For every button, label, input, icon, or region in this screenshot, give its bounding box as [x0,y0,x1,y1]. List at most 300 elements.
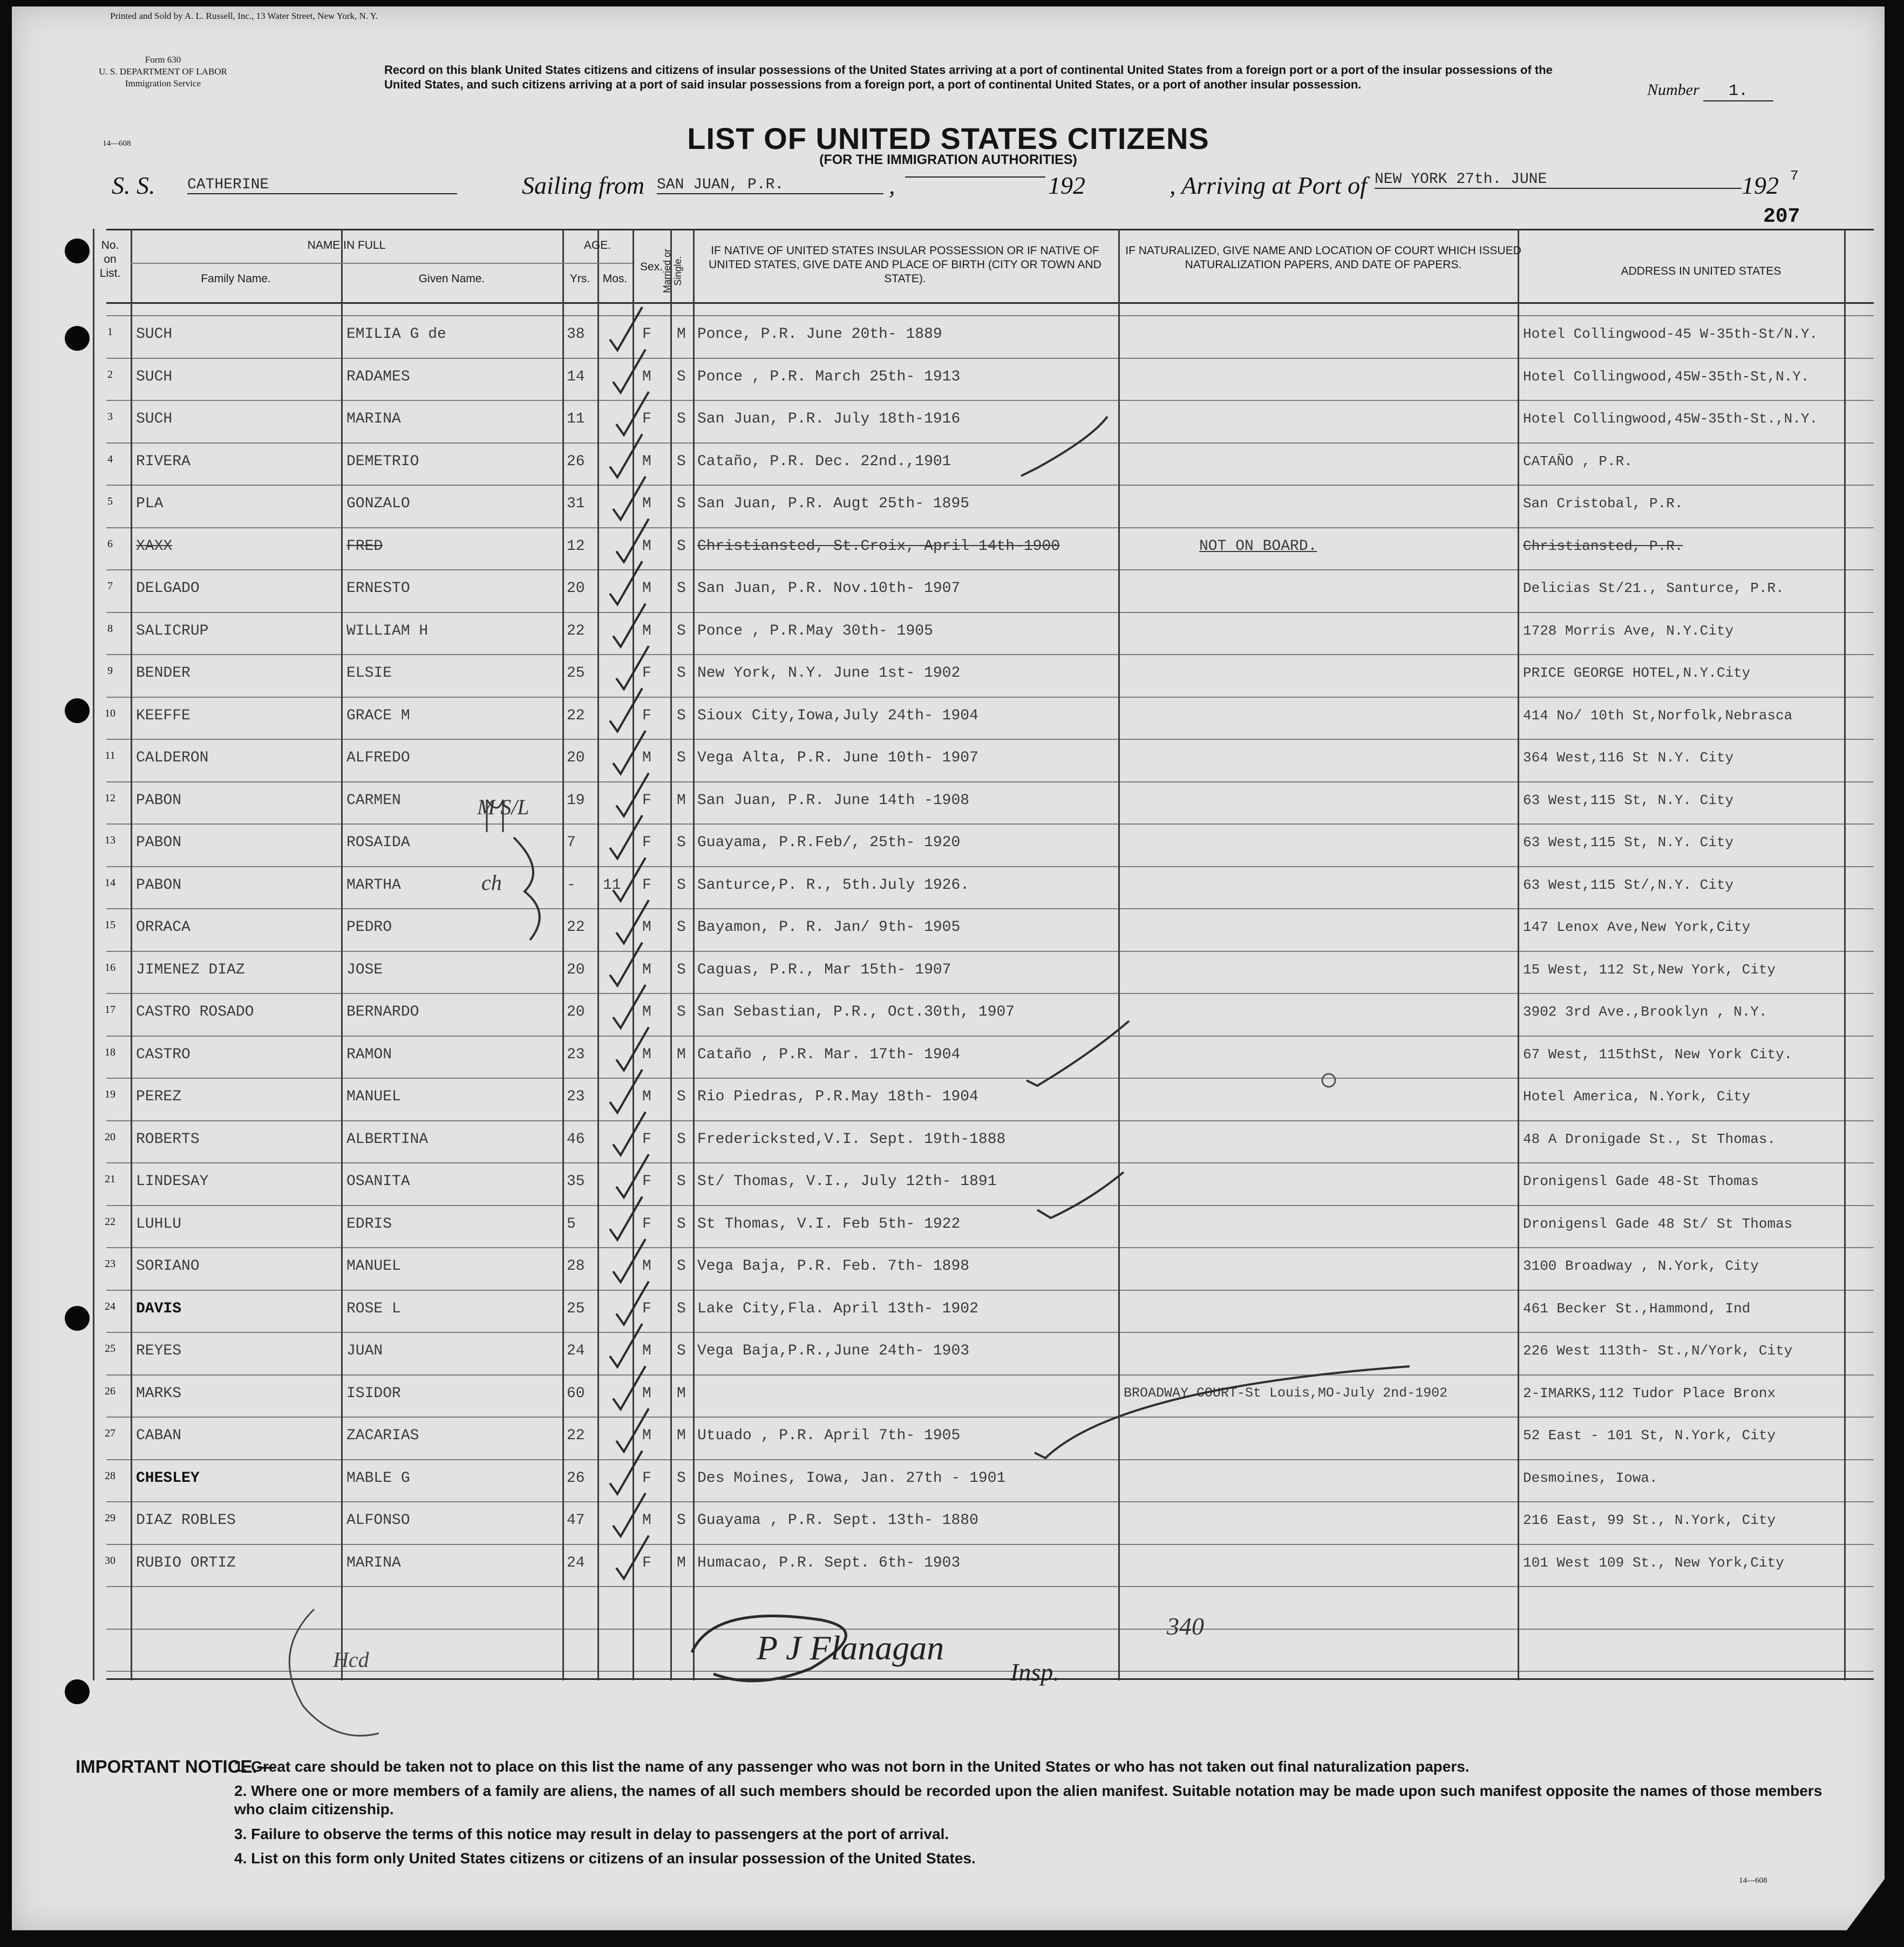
address-cell: Dronigensl Gade 48 St/ St Thomas [1523,1215,1793,1232]
marital-status-cell: M [677,1385,686,1402]
address-cell: 226 West 113th- St.,N/York, City [1523,1343,1793,1359]
sex-cell: F [642,1469,651,1487]
address-cell: 48 A Dronigade St., St Thomas. [1523,1131,1776,1147]
header-birth: IF NATIVE OF UNITED STATES INSULAR POSSESSION OR IF NATIVE OF UNITED STATES, GIVE DATE AND PLACE OF BIRTH (CITY OR TOWN AND STATE). [709,244,1101,285]
given-name-cell: JOSE [346,961,383,978]
row-number: 13 [105,834,115,846]
address-cell: 216 East, 99 St., N.York, City [1523,1512,1776,1528]
given-name-cell: BERNARDO [346,1004,419,1020]
circled-note [289,1609,379,1735]
sailing-label: Sailing from [522,172,645,199]
birth-place-cell: Vega Alta, P.R. June 10th- 1907 [697,750,978,766]
family-name-cell: DELGADO [136,580,200,597]
given-name-cell: MARTHA [346,876,401,894]
birth-place-cell: St Thomas, V.I. Feb 5th- 1922 [697,1215,961,1233]
naturalization-cell: BROADWAY COURT-St Louis,MO-July 2nd-1902 [1124,1385,1448,1401]
age-months-cell: 11 [603,876,621,894]
family-name-cell: PABON [136,792,182,809]
birth-place-cell: Utuado , P.R. April 7th- 1905 [697,1427,961,1444]
given-name-cell: RAMON [346,1046,392,1063]
age-years-cell: 60 [567,1385,585,1402]
age-years-cell: 24 [567,1343,585,1359]
age-years-cell: 46 [567,1131,585,1148]
sex-cell: M [642,1088,651,1105]
tally-check [616,900,649,943]
address-cell: Hotel America, N.York, City [1523,1088,1751,1105]
age-years-cell: 24 [567,1554,585,1571]
footer-form-code: 14—608 [1739,1876,1767,1885]
row-number: 7 [107,580,113,592]
sex-cell: M [642,368,651,385]
margin-bracket [514,838,540,940]
family-name-cell: PLA [136,495,164,512]
birth-place-cell: San Juan, P.R. June 14th -1908 [697,792,970,809]
given-name-cell: ROSE L [346,1300,401,1317]
arriving-port: NEW YORK 27th. JUNE [1375,171,1742,189]
sex-cell: F [642,792,651,809]
given-name-cell: MANUEL [346,1258,401,1275]
age-years-cell: 22 [567,919,585,936]
row-number: 6 [107,537,113,550]
manifest-sheet [12,6,1885,1930]
sex-cell: F [642,1131,651,1148]
sex-cell: F [642,876,651,894]
marital-status-cell: S [677,1258,686,1275]
family-name-cell: SUCH [136,326,173,343]
ss-label: S. S. [112,172,155,199]
header-no-on-list: No. on List. [99,239,121,280]
address-cell: 63 West,115 St, N.Y. City [1523,834,1734,850]
address-cell: 101 West 109 St., New York,City [1523,1554,1784,1571]
birth-place-cell: San Juan, P.R. Augt 25th- 1895 [697,495,970,512]
address-cell: Delicias St/21., Santurce, P.R. [1523,580,1784,596]
family-name-cell: RUBIO ORTIZ [136,1554,236,1571]
age-years-cell: 26 [567,453,585,470]
birth-place-cell: Sioux City,Iowa,July 24th- 1904 [697,707,978,724]
small-circle-mark [1322,1074,1335,1087]
sex-cell: M [642,1343,651,1359]
age-years-cell: 22 [567,622,585,639]
address-cell: 3100 Broadway , N.York, City [1523,1258,1759,1274]
family-name-cell: MARKS [136,1385,182,1402]
sex-cell: F [642,1300,651,1317]
service-name: Immigration Service [125,78,201,88]
marital-status-cell: S [677,1088,686,1105]
row-number: 25 [105,1343,115,1354]
row-number: 24 [105,1300,115,1312]
marital-status-cell: S [677,1512,686,1529]
row-number: 18 [105,1046,115,1058]
margin-note: M S/L [477,795,529,819]
comma: , [889,172,895,199]
header-name-in-full: NAME IN FULL [307,239,386,251]
age-years-cell: 22 [567,707,585,724]
address-cell: 461 Becker St.,Hammond, Ind [1523,1300,1751,1317]
row-number: 23 [105,1258,115,1270]
sex-cell: M [642,453,651,470]
given-name-cell: MARINA [346,411,401,427]
tally-check [613,350,645,393]
given-name-cell: ELSIE [346,665,392,682]
address-cell: 63 West,115 St/,N.Y. City [1523,876,1734,893]
row-number: 5 [107,495,113,507]
family-name-cell: SUCH [136,368,173,385]
address-cell: 1728 Morris Ave, N.Y.City [1523,622,1734,639]
age-years-cell: 22 [567,1427,585,1444]
checkmark-row-4 [1021,417,1107,476]
family-name-cell: SALICRUP [136,622,209,639]
tally-check [610,1197,642,1240]
tally-check [616,1282,649,1325]
family-name-cell: CASTRO [136,1046,191,1063]
address-cell: 147 Lenox Ave,New York,City [1523,919,1751,935]
tally-check [613,731,645,774]
tally-check [613,476,645,520]
age-years-cell: - [567,876,576,894]
birth-place-cell: New York, N.Y. June 1st- 1902 [697,665,961,682]
address-cell: Hotel Collingwood-45 W-35th-St/N.Y. [1523,326,1818,342]
given-name-cell: FRED [346,537,383,555]
age-years-cell: 19 [567,792,585,809]
age-years-cell: 11 [567,411,585,427]
birth-place-cell: Vega Baja, P.R. Feb. 7th- 1898 [697,1258,970,1275]
marital-status-cell: S [677,1131,686,1148]
tally-check [616,1027,649,1071]
marital-status-cell: S [677,750,686,766]
tally-check [610,815,642,859]
handwritten-number: 207 [1763,205,1800,228]
row-number: 11 [105,750,115,761]
marital-status-cell: S [677,1173,686,1190]
address-cell: CATAÑO , P.R. [1523,453,1633,469]
marital-status-cell: S [677,411,686,427]
list-number-value: 1. [1703,82,1773,101]
age-years-cell: 20 [567,750,585,766]
notice-item-3: 3. Failure to observe the terms of this notice may result in delay to passengers at the port of arrival. [234,1826,949,1842]
row-number: 17 [105,1004,115,1016]
family-name-cell: DAVIS [136,1300,182,1317]
sex-cell: F [642,1173,651,1190]
given-name-cell: GONZALO [346,495,410,512]
header-mos: Mos. [602,273,628,285]
given-name-cell: EDRIS [346,1215,392,1233]
age-years-cell: 35 [567,1173,585,1190]
checkmark-row-26 [1035,1366,1410,1458]
handwriting-overlay [12,6,1885,1930]
given-name-cell: MABLE G [346,1469,410,1487]
family-name-cell: CASTRO ROSADO [136,1004,254,1020]
address-cell: 364 West,116 St N.Y. City [1523,750,1734,766]
row-number: 14 [105,876,115,889]
given-name-cell: ISIDOR [346,1385,401,1402]
birth-place-cell: Caguas, P.R., Mar 15th- 1907 [697,961,951,978]
sex-cell: M [642,1385,651,1402]
birth-place-cell: Ponce , P.R. March 25th- 1913 [697,368,961,385]
birth-place-cell: Des Moines, Iowa, Jan. 27th - 1901 [697,1469,1006,1487]
address-cell: 52 East - 101 St, N.York, City [1523,1427,1776,1444]
given-name-cell: MANUEL [346,1088,401,1105]
ship-name: CATHERINE [187,176,457,194]
tally-check [616,1408,649,1452]
marital-status-cell: S [677,919,686,936]
row-number: 4 [107,453,113,465]
sailing-from-port: SAN JUAN, P.R. [657,176,883,194]
tally-check [616,392,649,435]
given-name-cell: OSANITA [346,1173,410,1190]
row-number: 20 [105,1131,115,1143]
marital-status-cell: S [677,961,686,978]
notice-title: IMPORTANT NOTICE.— [76,1757,275,1776]
address-cell: 3902 3rd Ave.,Brooklyn , N.Y. [1523,1004,1767,1020]
given-name-cell: EMILIA G de [346,326,446,343]
marital-status-cell: S [677,1300,686,1317]
row-number: 19 [105,1088,115,1100]
sex-cell: M [642,1258,651,1275]
checkmark-row-18 [1026,1021,1129,1086]
marital-status-cell: S [677,368,686,385]
sex-cell: M [642,580,651,597]
row-number: 1 [107,326,113,338]
row-number: 22 [105,1215,115,1228]
family-name-cell: CALDERON [136,750,209,766]
birth-place-cell: Cataño , P.R. Mar. 17th- 1904 [697,1046,961,1063]
sex-cell: F [642,1215,651,1233]
arriving-label: , Arriving at Port of [1169,172,1367,199]
birth-place-cell: Guayama , P.R. Sept. 13th- 1880 [697,1512,978,1529]
family-name-cell: JIMENEZ DIAZ [136,961,245,978]
family-name-cell: RIVERA [136,453,191,470]
given-name-cell: ROSAIDA [346,834,410,851]
notice-item-4: 4. List on this form only United States citizens or citizens of an insular possession of the United States. [234,1850,976,1867]
tally-check [613,1239,645,1282]
family-name-cell: LINDESAY [136,1173,209,1190]
family-name-cell: PABON [136,834,182,851]
tally-check [610,1324,642,1367]
sex-cell: M [642,495,651,512]
row-number: 16 [105,961,115,974]
birth-place-cell: Humacao, P.R. Sept. 6th- 1903 [697,1554,961,1571]
marital-status-cell: S [677,1215,686,1233]
family-name-cell: REYES [136,1343,182,1359]
circled-note-text: Hcd [333,1648,369,1672]
address-cell: 414 No/ 10th St,Norfolk,Nebrasca [1523,707,1793,724]
given-name-cell: ERNESTO [346,580,410,597]
address-cell: Hotel Collingwood,45W-35th-St,N.Y. [1523,368,1810,385]
birth-place-cell: Cataño, P.R. Dec. 22nd.,1901 [697,453,951,470]
age-years-cell: 25 [567,1300,585,1317]
given-name-cell: ALFONSO [346,1512,410,1529]
list-number-label: Number [1647,81,1699,99]
age-years-cell: 23 [567,1088,585,1105]
address-cell: Hotel Collingwood,45W-35th-St.,N.Y. [1523,411,1818,427]
row-number: 10 [105,707,115,719]
header-given-name: Given Name. [418,273,485,285]
row-number: 3 [107,411,113,423]
torn-corner [1847,1879,1885,1930]
address-cell: Dronigensl Gade 48-St Thomas [1523,1173,1759,1189]
family-name-cell: PEREZ [136,1088,182,1105]
sex-cell: M [642,961,651,978]
marital-status-cell: S [677,1004,686,1020]
address-cell: Christiansted, P.R. [1523,537,1683,554]
header-age: AGE. [583,239,611,251]
tally-check [613,604,645,647]
printer-line: Printed and Sold by A. L. Russell, Inc., 13 Water Street, New York, N. Y. [110,11,378,21]
birth-place-cell: Bayamon, P. R. Jan/ 9th- 1905 [697,919,961,936]
row-number: 12 [105,792,115,804]
header-yrs: Yrs. [569,273,590,285]
sex-cell: M [642,622,651,639]
header-sex: Sex. [640,261,663,273]
marital-status-cell: S [677,1469,686,1487]
marital-status-cell: S [677,876,686,894]
birth-place-cell: Ponce, P.R. June 20th- 1889 [697,326,942,343]
address-cell: Desmoines, Iowa. [1523,1469,1658,1486]
sailing-year: 192 [1048,172,1085,199]
sex-cell: M [642,1004,651,1020]
marital-status-cell: M [677,326,686,343]
tally-check [610,1451,642,1494]
form-number: Form 630 [145,55,181,65]
age-years-cell: 20 [567,580,585,597]
sex-cell: F [642,1554,651,1571]
tally-marks [610,307,649,1579]
age-years-cell: 20 [567,961,585,978]
family-name-cell: SUCH [136,411,173,427]
birth-place-cell: San Juan, P.R. July 18th-1916 [697,411,961,427]
birth-place-cell: Fredericksted,V.I. Sept. 19th-1888 [697,1131,1006,1148]
sex-cell: M [642,919,651,936]
family-name-cell: SORIANO [136,1258,200,1275]
birth-place-cell: Rio Piedras, P.R.May 18th- 1904 [697,1088,978,1105]
checkmark-row-21 [1037,1172,1124,1218]
birth-place-cell: San Juan, P.R. Nov.10th- 1907 [697,580,961,597]
family-name-cell: DIAZ ROBLES [136,1512,236,1529]
tally-check [610,307,642,350]
tally-check [616,646,649,689]
notice-item-1: 1. Great care should be taken not to place on this list the name of any passenger who was not born in the United States or who has not taken out final naturalization papers. [234,1758,1470,1775]
sex-cell: M [642,750,651,766]
sex-cell: M [642,1512,651,1529]
department-name: U. S. DEPARTMENT OF LABOR [99,66,227,77]
given-name-cell: WILLIAM H [346,622,429,639]
marital-status-cell: M [677,1046,686,1063]
tally-check [613,1112,645,1155]
sex-cell: M [642,1427,651,1444]
naturalization-cell: NOT ON BOARD. [1199,537,1317,555]
marital-status-cell: S [677,453,686,470]
header-naturalized: IF NATURALIZED, GIVE NAME AND LOCATION OF COURT WHICH ISSUED NATURALIZATION PAPERS, AND DATE OF PAPERS. [1125,244,1521,271]
margin-note-2: ch [481,870,502,895]
tally-check [616,519,649,562]
inspector-title: Insp. [1010,1658,1059,1686]
given-name-cell: CARMEN [346,792,401,809]
tally-check [610,943,642,986]
given-name-cell: JUAN [346,1343,383,1359]
sex-cell: M [642,537,651,555]
birth-place-cell: Ponce , P.R.May 30th- 1905 [697,622,933,639]
tally-check [613,985,645,1028]
inspector-signature: P J Flanagan [757,1629,944,1667]
record-instructions: Record on this blank United States citizens and citizens of insular possessions of the United States arriving at a port of continental United States from a foreign port or a port of the insular possessions of the United States, and such citizens arriving at a port of said insular possessions from a foreign port, a port of continental United States, or a port of another insular possession. [384,63,1553,91]
marital-status-cell: S [677,834,686,851]
tally-check [616,773,649,816]
age-years-cell: 7 [567,834,576,851]
page-title: LIST OF UNITED STATES CITIZENS [687,121,1209,155]
address-cell: 15 West, 112 St,New York, City [1523,961,1776,978]
family-name-cell: BENDER [136,665,191,682]
family-name-cell: XAXX [136,537,173,555]
tally-check [616,1536,649,1579]
tally-check [610,1070,642,1113]
marital-status-cell: S [677,1343,686,1359]
given-name-cell: DEMETRIO [346,453,419,470]
sex-cell: F [642,411,651,427]
birth-place-cell: Vega Baja,P.R.,June 24th- 1903 [697,1343,970,1359]
row-number: 15 [105,919,115,931]
birth-place-cell: San Sebastian, P.R., Oct.30th, 1907 [697,1004,1015,1020]
age-years-cell: 20 [567,1004,585,1020]
tally-check [613,1493,645,1536]
given-name-cell: PEDRO [346,919,392,936]
age-years-cell: 38 [567,326,585,343]
family-name-cell: ROBERTS [136,1131,200,1148]
header-family-name: Family Name. [201,273,271,285]
address-cell: 2-IMARKS,112 Tudor Place Bronx [1523,1385,1776,1401]
row-number: 8 [107,622,113,635]
age-years-cell: 5 [567,1215,576,1233]
age-years-cell: 31 [567,495,585,512]
birth-place-cell: St/ Thomas, V.I., July 12th- 1891 [697,1173,997,1190]
given-name-cell: ALBERTINA [346,1131,429,1148]
marital-status-cell: M [677,1554,686,1571]
given-name-cell: MARINA [346,1554,401,1571]
age-years-cell: 28 [567,1258,585,1275]
birth-place-cell: Santurce,P. R., 5th.July 1926. [697,876,970,894]
tally-check [610,689,642,732]
notice-item-2: 2. Where one or more members of a family are aliens, the names of all such members should be recorded upon the alien manifest. Suitable notation may be made upon such manifest opposite the names of those members who claim citizenship. [234,1782,1823,1817]
passenger-count: 340 [1167,1612,1204,1640]
tally-check [610,434,642,478]
age-years-cell: 12 [567,537,585,555]
sex-cell: F [642,834,651,851]
given-name-cell: GRACE M [346,707,410,724]
row-number: 30 [105,1554,115,1567]
row-number: 27 [105,1427,115,1439]
given-name-cell: ALFREDO [346,750,410,766]
arriving-year-digit: 7 [1790,168,1799,184]
family-name-cell: CABAN [136,1427,182,1444]
marital-status-cell: S [677,707,686,724]
birth-place-cell: Lake City,Fla. April 13th- 1902 [697,1300,978,1317]
row-number: 9 [107,665,113,677]
address-cell: San Cristobal, P.R. [1523,495,1683,512]
marital-status-cell: S [677,580,686,597]
marital-status-cell: M [677,1427,686,1444]
row-number: 21 [105,1173,115,1185]
tally-check [613,858,645,901]
row-number: 29 [105,1512,115,1524]
family-name-cell: CHESLEY [136,1469,200,1487]
tally-check [610,561,642,604]
address-cell: PRICE GEORGE HOTEL,N.Y.City [1523,665,1751,681]
family-name-cell: LUHLU [136,1215,182,1233]
marital-status-cell: S [677,622,686,639]
sex-cell: F [642,707,651,724]
tally-check [613,1366,645,1410]
form-code: 14—608 [103,139,131,148]
sex-cell: M [642,1046,651,1063]
